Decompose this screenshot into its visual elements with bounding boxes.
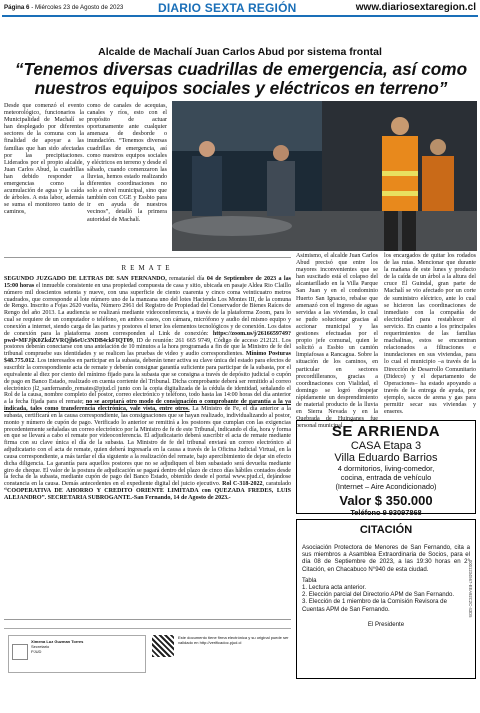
- rental-ad-line4: cocina, entrada de vehículo: [340, 473, 432, 482]
- rental-ad-title: SE ARRIENDA: [331, 423, 441, 440]
- agenda-item: 3. Elección de 1 miembro de la Comisión Revisora de Cuentas APM de San Fernando.: [302, 598, 447, 613]
- article-photo: [172, 101, 477, 251]
- rental-ad-line1: CASA Etapa 3: [350, 440, 422, 452]
- article-column-2: como de canales de acequias, canales y ríos, esto con el propósito de actuar oportunamente ante cualquier amenaza de desborde o inundación. “Tenemos diversas cuadrillas de emergencia, así como nuestros equipos sociales y eléctricos en terreno y desde el sábado, cuando comenzaron las lluvias, hemos estado realizando diferentes coordinaciones no solo a nivel municipal, sino que también con CGE y Essbio para ir en ayuda de nuestros vecinos”, detalló la primera autoridad de Machalí.: [87, 103, 167, 223]
- rental-ad-line2: Villa Eduardo Barrios: [334, 452, 438, 464]
- remate-title: REMATE: [121, 264, 174, 272]
- document-footer: [4, 628, 291, 678]
- citation-text: Asociación Protectora de Menores de San Fernando, cita a sus miembros a Asamblea Extraordinaria de Socios, para el día 08 de Septiembre de 2023, a las 19:30 horas en 2° Citación, en Chacabuco N°940 de esta ciudad.: [302, 544, 470, 573]
- signature-seal-icon: [12, 644, 28, 660]
- agenda-item: 2. Elección parcial del Directorio APM de San Fernando.: [302, 591, 455, 599]
- qr-code-icon: [152, 635, 174, 657]
- website-url[interactable]: www.diariosextaregion.cl: [355, 2, 476, 13]
- paper-name: DIARIO SEXTA REGIÓN: [158, 1, 297, 15]
- citation-signature: El Presidente: [367, 620, 405, 628]
- electronic-signature-box: [8, 635, 146, 673]
- remate-body: SEGUNDO JUZGADO DE LETRAS DE SAN FERNANDO, remataráel día 04 de Septiembre de 2023 a las 15:00 horas el inmueble consistente en una propiedad compuesta de casa y sitio, ubicada en pasaje Aldea Rio Claillo número mil doscientos setenta y nueve, con una superficie de ciento cuarenta y cinco coma veinticuatro metros cuadrados, que corresponde al lote número uno de la manzana uno del lotes Hacienda Los Montes III, de la comuna de Rengo. Inscrito a Fojas 2620 vuelta, Número 2961 del Registro de Propiedad del Conservador de Bienes Raíces de Rengo del año 2013. La audiencia se realizará mediante videoconferencia, a través de la plataforma Zoom, para lo cual se requiere de un computador o teléfono, en ambos casos, con cámara, micrófono y audio del mismo equipo y conexión a internet, siendo carga de las partes y postores el tener los elementos tecnológicos y de conexión. Los datos de conexión para la plataforma zoom corresponden al Link de conexión: https://zoom.us/j/2616659749?pwd=MFJjK0ZkdZVRQjh6eUc3NDB4ckFIQT09, ID de reunión: 261 665 9749, Código de acceso 212121. Los postores deberán conectarse con una antelación de 10 minutos a la hora programada a fin de que la Ministro de fe del tribunal compruebe sus identidades y se realicen las pruebas de video y audio correspondientes. Mínimo Posturas $48.775.012. Los interesados en participar en la subasta, deberán tener activa su clave única del estado para efectos de suscribir la correspondiente acta de remate y deberán consignar garantía suficiente para participar de la subasta, por el equivalente al diez por ciento del mínimo fijado para la subasta que se consigna a través de depósito judicial o cupón de pago en Banco Estado, realizado en cuenta corriente del Tribunal. Dicha comprobante deberá ser remitido al correo electrónico jl2_sanfernando_remates@pjud.cl junto con la copia digitalizada de la cédula de identidad, señalando el Rol de la causa, nombre completo del postor, correo electrónico y teléfono, todo hasta las 14:00 horas del día anterior a la fecha fijada para el remate; no se aceptará otro modo de consignación o comprobante de garantía a la ya indicada, tales como transferencia electrónica, vale vista, entre otros. La Ministro de Fe, el día anterior a la subasta, certificará en la causa correspondiente, las consignaciones que se hayan realizado, individualizando al postor, monto y número de cupón de pago. Verificado lo anterior se remitirá a los postores que cumplan con las exigencias precedentemente señaladas un correo electrónico por la Ministro de fe de este Tribunal, indicando el día, hora y forma en que se llevará a cabo el remate por videoconferencia. El adjudicatario deberá suscribir el acta de remate mediante firma con su clave única el día de la subasta. La Ministro de fe del tribunal enviará un correo electrónico al adjudicatario con el acta de remate, quien deberá ingresarla en la causa a través de la Oficina Judicial Virtual, en la causa correspondiente, a más tardar el día siguiente a la realización del remate, bajo apercibimiento de dejar sin efecto dicha diligencia. La garantía para aquellos postores que no se adjudiquen el bien subastado será devuelta mediante giro de cheque. El valor de la postura de adjudicación se pagará dentro del plazo de cinco días hábiles contados desde la fecha de la subasta, mediante cupón de pago del Banco Estado, obtenido desde el portal www.pjud.cl, dejándose constancia en la causa. Demás antecedentes en el expediente digital del juicio ejecutivo. Rol C-318-2022, caratulado “COOPERATIVA DE AHORRO Y CREDITO ORIENTE LIMITADA con QUEZADA FREDES, LUIS ALEJANDRO”. SECRETARIA SUBROGANTE.-San Fernando, 14 de Agosto de 2023.-: [4, 276, 292, 501]
- article-headline: “Tenemos diversas cuadrillas de emergencia, así como nuestros equipos sociales y eléctricos en terreno”: [14, 59, 468, 98]
- rescue-workers-photo: [172, 101, 477, 251]
- page-header: [0, 0, 480, 22]
- citation-title: CITACIÓN: [359, 524, 413, 536]
- rental-ad: [296, 420, 476, 517]
- article-column-1: Desde que comenzó el evento meteorológico, funcionarios la Municipalidad de Machalí se han desplegado por diferentes sectores de la comuna con la finalidad de apoyar a las familias que han sido afectadas por las precipitaciones. Liderados por el propio alcalde, Juan Carlos Abud, la cuadrillas han debido responder a emergencias como la acumulación de agua y la caída de árboles. A esta labor, además se suma el monitoreo tanto de caminos,: [4, 103, 84, 216]
- article-column-4: los encargados de quitar los rodados de las rutas. Mencionar que durante la mañana de este lunes y producto de la caída de un árbol a la altura del cruce El Guindal, gran parte de Machalí se vio afectado por un corte de suministro eléctrico, ante lo cual se hicieron las coordinaciones de inmediato con la compañía de electricidad para restablecer el servicio. En cuanto a los principales requerimientos de las familias machalinas, estos se encuentran relacionados a filtraciones e inundaciones en sus viviendas, para lo cual el municipio –a través de la Dirección de Desarrollo Comunitario (Dideco) y el departamento de Operaciones– ha estado apoyando a través de la entrega de ayuda, por ejemplo, sacos de arena y gas para permitir secar sus viviendas y enseres.: [384, 253, 476, 416]
- verification-text: Este documento tiene firma electrónica y su original puede ser validado en http://verificadoc.pjud.cl: [178, 635, 289, 646]
- rental-ad-price: Valor $ 350.000: [339, 493, 433, 508]
- article-column-3: Asimismo, el alcalde Juan Carlos Abud precisó que entre los mayores inconvenientes que se han suscitado está el colapso del alcantarillado en la Villa Parque San Juan y en el condominio Huerto San Ignacio, rebalse que amenazó con el ingreso de aguas servidas a las viviendas, lo cual se pudo solucionar gracias al accionar municipal y las gestiones efectuadas por el propio jefe comunal, quien le solicitó a Essbio un camión limpiafosas a Rancagua. Sobre la situación de los caminos, en particular en sectores precordilleranos, gracias a coordinaciones con Vialidad, el domingo se logró despejar rápidamente un desprendimiento de material producto de la lluvia en Sierra Nevada y en la Quebrada de Huinganes fue personal municipal: [296, 253, 378, 430]
- vertical-code: 0001234567-EEA92C2C-43D5: [468, 560, 473, 618]
- article-kicker: Alcalde de Machalí Juan Carlos Abud por sistema frontal: [98, 46, 382, 58]
- page-number-date: Página 6 - Miércoles 23 de Agosto de 2023: [4, 4, 124, 11]
- signer-name: Ximena Luz Guzman Torres: [31, 639, 84, 644]
- signer-org: PJUD: [31, 649, 42, 655]
- citation-agenda: [302, 577, 470, 613]
- remate-notice: [4, 257, 291, 620]
- agenda-title: Tabla: [302, 576, 317, 584]
- signer-role: Secretario: [31, 644, 50, 650]
- agenda-item: 1. Lectura acta anterior.: [302, 584, 367, 592]
- rental-ad-phone: Teléfono 9 93097868: [350, 508, 422, 517]
- rental-ad-line3: 4 dormitorios, living-comedor,: [337, 464, 435, 473]
- citation-ad: [296, 519, 476, 679]
- rental-ad-line5: (Internet – Aire Acondicionado): [335, 482, 437, 491]
- zoom-link[interactable]: https://zoom.us/j/2616659749?pwd=MFJjK0ZkdZVRQjh6eUc3NDB4ckFIQT09: [4, 330, 291, 344]
- header-rule: [2, 15, 478, 17]
